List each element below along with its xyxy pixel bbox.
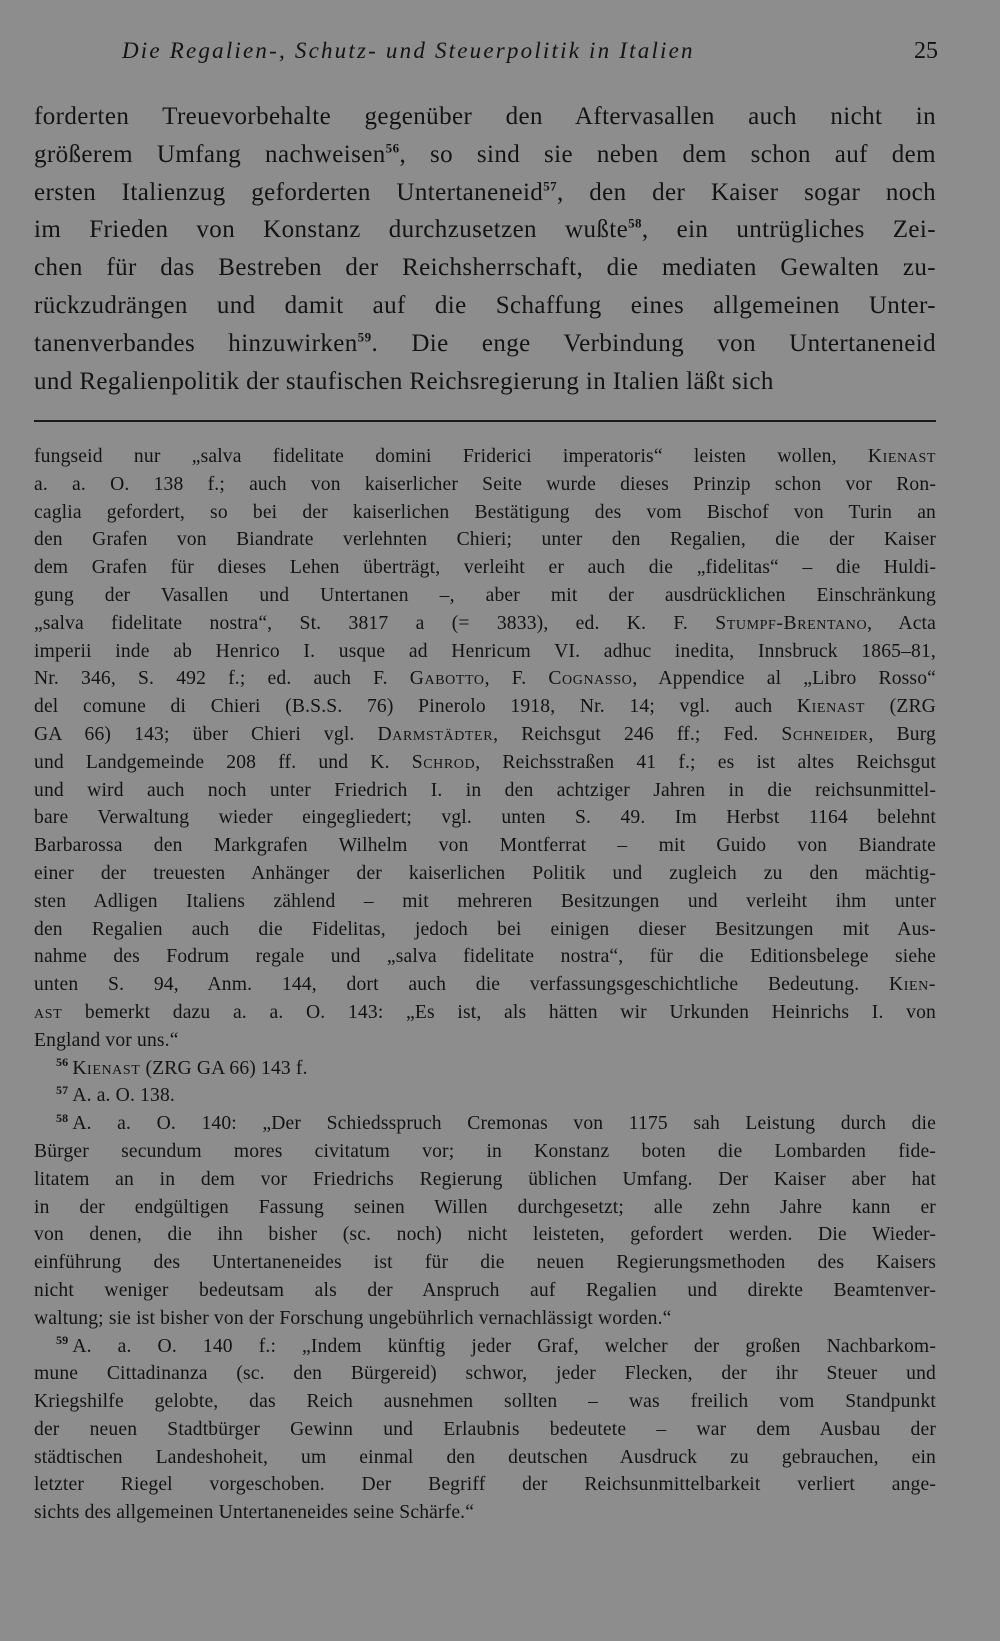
footnote-line [34,971,936,999]
body-line-text: , den der Kaiser sogar noch [557,178,937,206]
body-line [34,325,936,363]
footnote-text: dem Grafen für dieses Lehen überträgt, verleiht er auch die „fidelitas“ – die Huldi- [34,557,936,579]
footnote-text: litatem an in dem vor Friedrichs Regierung üblichen Umfang. Der Kaiser aber hat [34,1168,936,1190]
footnote-line [34,749,936,777]
body-line-text: . Die enge Verbindung von Untertaneneid [371,329,936,357]
body-line [34,174,936,212]
body-line-text: im Frieden von Konstanz durchzusetzen wußte [34,216,629,244]
author-name: Gabotto [409,668,485,690]
footnote-separator [34,420,936,422]
footnote-text: den Grafen von Biandrate verlehnten Chieri; unter den Regalien, die der Kaiser [34,529,936,551]
footnote-line [34,471,936,499]
author-name: Kienast [867,446,936,467]
body-line-text: ersten Italienzug geforderten Untertaneneid [34,178,544,206]
footnote-text: Nr. 346, S. 492 f.; ed. auch F. [34,668,410,690]
footnote-line [34,1416,936,1444]
footnote-line [34,1444,936,1472]
body-text [34,98,936,400]
footnote-text: Barbarossa den Markgrafen Wilhelm von Montferrat – mit Guido von Biandrate [34,835,936,857]
footnote-line [34,1471,936,1499]
footnote-line [34,665,936,693]
footnote-line [34,832,936,860]
body-line-text: chen für das Bestreben der Reichsherrschaft, die mediaten Gewalten zu- [34,254,936,282]
footnote-text: von denen, die ihn bisher (sc. noch) nicht leisteten, gefordert werden. Die Wieder- [34,1224,936,1246]
footnote-line [34,860,936,888]
footnote-text: waltung; sie ist bisher von der Forschung ungebührlich vernachlässigt worden.“ [34,1307,672,1329]
author-name: Schneider [781,723,869,745]
footnote-ref[interactable]: 56 [385,140,400,156]
footnote-text: städtischen Landeshoheit, um einmal den deutschen Ausdruck zu gebrauchen, ein [34,1446,936,1468]
footnote-text: Kriegshilfe gelobte, das Reich ausnehmen sollten – was freilich vom Standpunkt [34,1391,936,1413]
footnote-number: 57 [56,1082,69,1097]
footnote-text: unten S. 94, Anm. 144, dort auch die verfassungsgeschichtliche Bedeutung. [34,974,889,996]
footnote-number: 56 [56,1055,69,1069]
footnote-text: und wird auch noch unter Friedrich I. in den achtziger Jahren in die reichsunmittel- [34,779,936,801]
body-line-text: größerem Umfang nachweisen [34,140,386,168]
body-line-text: , ein untrügliches Zei- [641,216,936,244]
body-line [34,211,936,249]
footnote-text: , Reichsgut 246 ff.; Fed. [493,723,782,745]
body-line-text: und Regalienpolitik der staufischen Reichsregierung in Italien läßt sich [34,367,774,395]
author-name: Kienast [796,696,866,718]
footnote-text: caglia gefordert, so bei der kaiserlichen Bestätigung des vom Bischof von Turin an [34,501,936,523]
footnote-line [34,1499,936,1527]
footnote-text: bare Verwaltung wieder eingegliedert; vgl. unten S. 49. Im Herbst 1164 belehnt [34,807,936,829]
footnote-line [34,1333,936,1361]
footnote-line [34,1055,936,1083]
footnote-text: letzter Riegel vorgeschoben. Der Begriff der Reichsunmittelbarkeit verliert ange- [34,1474,936,1496]
body-line [34,249,936,287]
footnote-line [34,554,936,582]
footnote-line [34,1166,936,1194]
footnote-text: A. a. O. 140: „Der Schiedsspruch Cremonas von 1175 sah Leistung durch die [72,1113,936,1135]
footnote-text: , Burg [868,723,937,745]
footnote-text: , Reichsstraßen 41 f.; es ist altes Reichsgut [475,751,936,773]
footnote-text: in der endgültigen Fassung seinen Willen durchgesetzt; alle zehn Jahre kann er [34,1196,936,1218]
body-line-text: forderten Treuevorbehalte gegenüber den Aftervasallen auch nicht in [34,103,936,130]
footnote-number: 58 [56,1110,69,1125]
page-number: 25 [914,38,938,64]
footnote-text: gung der Vasallen und Untertanen –, aber mit der ausdrücklichen Einschränkung [34,584,936,606]
footnote-line [34,721,936,749]
footnote-text: del comune di Chieri (B.S.S. 76) Pinerolo 1918, Nr. 14; vgl. auch [34,696,797,718]
footnote-line [34,1110,936,1138]
footnote-number: 59 [56,1332,69,1347]
footnote-line [34,999,936,1027]
footnote-line [34,638,936,666]
footnote-text: GA 66) 143; über Chieri vgl. [34,723,378,745]
footnote-line [34,888,936,916]
footnote-text: (ZRG [865,696,936,718]
footnote-text: sten Adligen Italiens zählend – mit mehreren Besitzungen und verleiht ihm unter [34,890,936,912]
body-line-text: tanenverbandes hinzuwirken [34,329,358,357]
footnote-text: „salva fidelitate nostra“, St. 3817 a (= 3833), ed. K. F. [34,612,716,634]
author-name: ast [34,1001,63,1023]
footnote-text: mune Cittadinanza (sc. den Bürgereid) schwor, jeder Flecken, der ihr Steuer und [34,1363,936,1385]
footnote-text: einführung des Untertaneneides ist für die neuen Regierungsmethoden des Kaisers [34,1252,936,1274]
footnote-text: A. a. O. 140 f.: „Indem künftig jeder Graf, welcher der großen Nachbarkom- [72,1335,936,1357]
footnote-line [34,1194,936,1222]
body-line-text: , so sind sie neben dem schon auf dem [399,140,936,168]
footnote-line [34,1277,936,1305]
body-line [34,136,936,174]
footnote-line [34,526,936,554]
body-line [34,287,936,325]
footnote-text: Bürger secundum mores civitatum vor; in Konstanz boten die Lombarden fide- [34,1140,936,1162]
footnote-text: a. a. O. 138 f.; auch von kaiserlicher Seite wurde dieses Prinzip schon vor Ron- [34,473,936,495]
footnote-text: , Acta [867,612,936,634]
author-name: Kien- [889,974,936,996]
footnote-text: England vor uns.“ [34,1029,179,1051]
footnote-text: nahme des Fodrum regale und „salva fidelitate nostra“, für die Editionsbelege siehe [34,946,936,968]
footnote-line [34,1082,936,1110]
footnote-line [34,777,936,805]
footnote-text: , Appendice al „Libro Rosso“ [632,668,936,690]
footnote-text: bemerkt dazu a. a. O. 143: „Es ist, als hätten wir Urkunden Heinrichs I. von [62,1001,936,1023]
footnote-line [34,582,936,610]
body-line [34,98,936,136]
footnote-line [34,1388,936,1416]
footnote-line [34,1360,936,1388]
footnote-ref[interactable]: 58 [628,216,642,232]
author-name: Darmstädter [377,723,494,745]
footnote-text: einer der treuesten Anhänger der kaiserlichen Politik und zugleich zu den mächtig- [34,862,936,884]
footnote-text: fungseid nur „salva fidelitate domini Friderici imperatoris“ leisten wollen, [34,446,868,467]
footnote-text: und Landgemeinde 208 ff. und K. [34,751,412,773]
running-head [34,38,938,78]
footnote-text: nicht weniger bedeutsam als der Anspruch auf Regalien und direkte Beamtenver- [34,1279,936,1301]
footnote-line [34,693,936,721]
footnote-text: A. a. O. 138. [72,1085,175,1107]
footnote-line [34,499,936,527]
running-title: Die Regalien-, Schutz- und Steuerpolitik in Italien [122,38,695,63]
footnote-line [34,1249,936,1277]
author-name: Cognasso [548,668,633,690]
footnote-line [34,610,936,638]
footnote-text: , F. [484,668,549,690]
footnote-text: sichts des allgemeinen Untertaneneides seine Schärfe.“ [34,1502,475,1524]
footnote-ref[interactable]: 59 [357,329,372,345]
footnote-line [34,916,936,944]
footnote-line [34,1221,936,1249]
author-name: Kienast [72,1057,141,1079]
footnote-line [34,804,936,832]
footnotes [34,443,936,1527]
body-line [34,363,936,401]
author-name: Stumpf-Brentano [715,612,868,634]
footnote-ref[interactable]: 57 [543,178,558,194]
footnote-text: den Regalien auch die Fidelitas, jedoch bei einigen dieser Besitzungen mit Aus- [34,918,936,940]
author-name: Schrod [411,751,476,773]
footnote-line [34,443,936,471]
footnote-line [34,1305,936,1333]
footnote-line [34,1138,936,1166]
footnote-text: der neuen Stadtbürger Gewinn und Erlaubnis bedeutete – war dem Ausbau der [34,1418,936,1440]
body-line-text: rückzudrängen und damit auf die Schaffung eines allgemeinen Unter- [34,291,936,319]
footnote-text: (ZRG GA 66) 143 f. [140,1057,308,1079]
footnote-text: imperii inde ab Henrico I. usque ad Henricum VI. adhuc inedita, Innsbruck 1865–81, [34,640,936,662]
footnote-line [34,1027,936,1055]
footnote-line [34,943,936,971]
